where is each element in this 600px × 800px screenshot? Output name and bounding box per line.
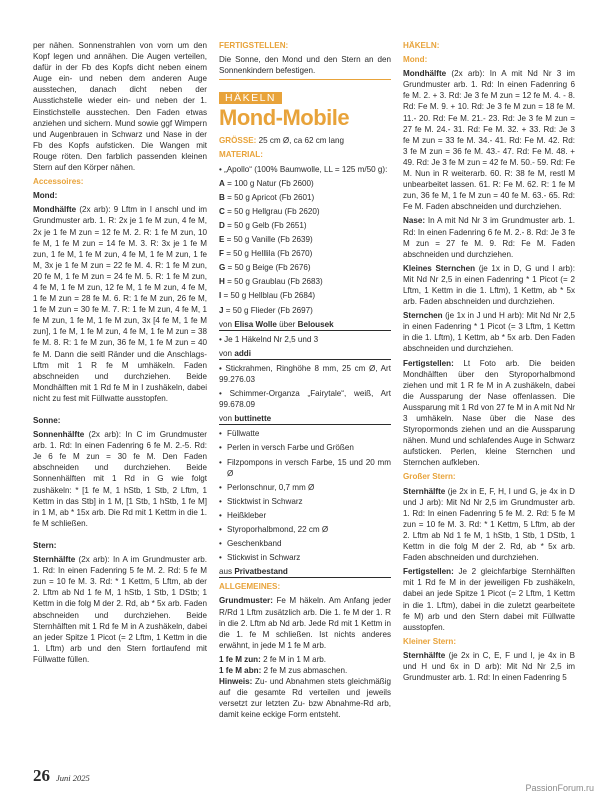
zun-text: 2 fe M in 1 M arb. [260, 654, 327, 664]
groesse-text: 25 cm Ø, ca 62 cm lang [256, 136, 345, 146]
column-left [33, 40, 207, 668]
color-item [219, 178, 391, 189]
haekeln-heading: HÄKELN: [403, 41, 440, 50]
material-bullet: • Stickwist in Schwarz [219, 552, 391, 563]
material-bullet: • Styroporhalbmond, 22 cm Ø [219, 524, 391, 535]
hinweis-paragraph [219, 676, 391, 720]
sternchen-paragraph [403, 310, 575, 354]
kleines-sternchen-text: (je 1x in D, G und I arb): Mit Nd Nr 2,5 in einen Fadenring * 1 Picot (= 2 Lftm, 1 Kettm in die 1. Lftm), 1 Kettm, ab * 5x arb. Faden abschneiden und durchziehen. [403, 263, 575, 307]
fertigstellen-stern-paragraph [403, 566, 575, 633]
color-item [219, 206, 391, 217]
fertigstellen-mond-paragraph [403, 358, 575, 469]
sternhaelfte-label: Sternhälfte [403, 650, 446, 660]
hook-line: • Je 1 Häkelnd Nr 2,5 und 3 [219, 334, 319, 344]
nase-label: Nase: [403, 216, 426, 226]
mondhaelfte-label: Mondhälfte [33, 205, 77, 215]
abn-paragraph [219, 665, 391, 676]
color-item [219, 276, 391, 287]
grosser-stern-heading: Großer Stern: [403, 472, 456, 482]
nase-text: In A mit Nd Nr 3 im Grundmuster arb. 1. Rd: In einen Fadenring 6 fe M. 2.- 8. Rd: Je 3 fe M zun = 27 fe M. 9. Rd: Fe M. Faden abschneiden und durchziehen. [403, 216, 575, 259]
fertigstellen-text: Lt Foto arb. Die beiden Mondhälften über den Styroporhalbmond ziehen und mit 1 R fe M in A zushäkeln, dabei die Aussparung der Nase offenlassen. Die Aussparung mit 1 Rd von 27 fe M in A mit Nd Nr 3 umhäkeln. Nase über die Nase des Styropormonds ziehen und an die Aussparung nähen. Mund und schlafendes Auge in Schwarz aufsticken. Perlen, kleine Sternchen und Sternchen aufkleben. [403, 358, 575, 468]
brand-prefix: von [219, 348, 235, 358]
kleiner-stern-paragraph [403, 650, 575, 683]
page-footer [33, 766, 90, 786]
mond-heading: Mond: [403, 55, 428, 65]
brand-line-4 [219, 566, 391, 578]
color-item [219, 305, 391, 316]
watermark: PassionForum.ru [525, 783, 594, 793]
color-item [219, 192, 391, 203]
mondhaelfte-text: (2x arb): 9 Lftm in I anschl und im Grundmuster arb. 1. R: 2x je 1 fe M zun, 4 fe M, 2x je 1 fe M zun = 12 fe M. 2. R: 1 fe M zun, 10 fe M, 1 fe M zun = 14 fe M. 3. R: 3x je 1 fe M zun, 1 fe M, 1 fe M zun, 4 fe M, 1 fe M zun, 1 fe M, 3x je 1 fe M zun = 22 fe M. 4. R: 1 fe M zun, 20 fe M, 1 fe M zun = 24 fe M. 5. R: 1 fe M zun, 4 fe M, 1 fe M zun, 12 fe M, 1 fe M zun, 4 fe M, 1 fe M zun = 28 fe M. 6. R: 1 fe M zun, 26 fe M, 1 fe M zun = 30 fe M. 7. R: 1 fe M zun, 4 fe M, 1 fe M zun, 1 fe M, 1 fe M zun, 3x [4 fe M, 1 fe M zun], 1 fe M, 1 fe M zun, 4 fe M, 1 fe M zun = 38 fe M. 8. R: 1 fe M zun, 36 fe M, 1 fe M zun = 40 fe M. Dann die seitl Ränder und die Anschlags-Lftm mit 1 R fe M umhäkeln. Faden abschneiden und durchziehen. Beide Mondhälften mit 1 Rd fe M in I zushäkeln, dabei nicht zu fest mit Füllwatte ausstopfen. [33, 205, 207, 403]
grosser-stern-paragraph [403, 486, 575, 564]
kleines-sternchen-paragraph [403, 263, 575, 307]
brand-addi: addi [234, 348, 251, 358]
material-heading: MATERIAL: [219, 150, 263, 160]
color-item [219, 290, 391, 301]
color-item [219, 234, 391, 245]
material-bullet: • Perlonschnur, 0,7 mm Ø [219, 482, 391, 493]
mondhaelfte-text: (2x arb): In A mit Nd Nr 3 im Grundmuster arb. 1. Rd: In einen Fadenring 6 fe M. 2. + 3. Rd: Je 3 fe M zun = 12 fe M. 4. - 8. Rd: Fe M. 9. + 10. Rd: Je 3 fe M zun = 18 fe M. 11.- 20. Rd: Fe M. 21.- 23. Rd: Je 3 fe M zun = 27 fe M. 24.- 31. Rd: Fe M. 32. + 33. Rd: Je 3 fe M zun = 33 fe M. 34.- 41. Rd: Fe M. 42. Rd: 3 fe M zun = 36 fe M. 43.- 47. Rd: Fe M. 48. + 49. Rd: Je 3 fe M zun = 42 fe M. 50.- 59. Rd: Fe M. Nun in R weiterarb. 60. R: 38 fe M, restl M unbearbeitet lassen. 61. R: Fe M. 62. R: 1 fe M zun, 36 fe M, 1 fe M zun = 40 fe M. 63.- 65. Rd: Fe M. Faden abschneiden und durchziehen. [403, 69, 575, 212]
fertigstellen-text: Je 2 gleichfarbige Sternhälften mit 1 Rd fe M in der jeweiligen Fb zushäkeln, dabei an jede Spitze 1 Picot (= 2 Lftm, 1 Kettm in die 1. Lftm), dabei in die zuletzt gearbeitete fe M) arb und den Stern dabei mit Füllwatte ausstopfen. [403, 567, 575, 632]
color-desc: J = 50 g Flieder (Fb 2697) [219, 305, 313, 315]
color-desc: I = 50 g Hellblau (Fb 2684) [219, 291, 316, 301]
brand-prefix: von [219, 319, 235, 329]
sternhaelfte-text: (je 2x in E, F, H, I und G, je 4x in D und J arb): Mit Nd Nr 2,5 im Grundmuster arb. 1. Rd: In einen Fadenring 5 fe M. 2. Rd: 5 fe M zun = 10 fe M. 3. Rd: * 1 Kettm, 5 Lftm, ab der 2. Lftm ab Nd 1 fe M, 1 hStb, 1 Stb, 1 DStb, 1 Kettm in die folg M der 2. Rd, ab * 5x arb. Faden abschneiden und durchziehen. [403, 486, 575, 563]
organza-line: • Schimmer-Organza „Fairytale“, weiß, Art 99.678.09 [219, 389, 391, 410]
sonnenhaelfte-paragraph [33, 429, 207, 529]
color-desc: G = 50 g Beige (Fb 2676) [219, 263, 311, 273]
color-desc: E = 50 g Vanille (Fb 2639) [219, 235, 313, 245]
divider [219, 79, 391, 80]
material-bullet: • Heißkleber [219, 510, 391, 521]
material-bullet: • Perlen in versch Farbe und Größen [219, 442, 391, 453]
groesse-line [219, 135, 391, 146]
material-bullet: • Füllwatte [219, 428, 391, 439]
brand-line-2 [219, 348, 391, 360]
brand-mid: über [276, 319, 298, 329]
brand-line-3 [219, 413, 391, 425]
mondhaelfte-paragraph [403, 68, 575, 212]
color-desc: A = 100 g Natur (Fb 2600) [219, 178, 314, 188]
zun-label: 1 fe M zun: [219, 654, 261, 664]
brand-buttinette: buttinette [234, 414, 272, 424]
hinweis-text: Zu- und Abnahmen stets gleichmäßig auf die gesamte Rd verteilen und jeweils versetzt zur letzten Zu- bzw Abnahme-Rd arb, damit keine eckige Form entsteht. [219, 677, 391, 720]
sonne-heading: Sonne: [33, 416, 61, 425]
color-item [219, 262, 391, 273]
material-bullet: • Geschenkband [219, 538, 391, 549]
brand-line-1 [219, 319, 391, 331]
stern-heading: Stern: [33, 540, 57, 550]
sonnenhaelfte-label: Sonnenhälfte [33, 430, 85, 440]
yarn-intro: • „Apollo“ (100% Baumwolle, LL = 125 m/50 g): [219, 164, 388, 174]
column-middle [219, 40, 391, 724]
sternhaelfte-paragraph [33, 554, 207, 665]
sternhaelfte-label: Sternhälfte [403, 486, 446, 496]
ring-line: • Stickrahmen, Ringhöhe 8 mm, 25 cm Ø, Art 99.276.03 [219, 363, 391, 384]
sternchen-text: (je 1x in J und H arb): Mit Nd Nr 2,5 in einen Fadenring * 1 Picot (= 3 Lftm, 1 Kettm in die 1. Lftm), 1 Kettm, ab * 5x arb. Den Faden abschneiden und durchziehen. [403, 311, 575, 354]
material-bullet: • Filzpompons in versch Farbe, 15 und 20 mm Ø [219, 457, 391, 479]
accessories-heading: Accessoires: [33, 177, 84, 187]
grundmuster-label: Grundmuster: [219, 596, 273, 606]
color-desc: H = 50 g Graublau (Fb 2683) [219, 277, 323, 287]
color-desc: D = 50 g Gelb (Fb 2651) [219, 220, 307, 230]
allgemeines-heading: ALLGEMEINES: [219, 582, 281, 592]
grundmuster-paragraph [219, 595, 391, 650]
issue-label: Juni 2025 [56, 773, 90, 783]
sternchen-label: Sternchen [403, 311, 443, 321]
sternhaelfte-label: Sternhälfte [33, 555, 76, 565]
zun-paragraph [219, 654, 391, 665]
color-item [219, 248, 391, 259]
sternhaelfte-text: (je 2x in C, E, F und I, je 4x in B und H und 6x in D arb): Mit Nd Nr 2,5 im Grundmuster arb. 1. Rd: In einen Fadenring 5 [403, 650, 575, 683]
mondhaelfte-paragraph [33, 204, 207, 404]
brand-elisa-wolle: Elisa Wolle [234, 319, 277, 329]
page-number: 26 [33, 766, 50, 785]
section-banner: HÄKELN [219, 92, 282, 104]
abn-text: 2 fe M zus abmaschen. [261, 666, 348, 676]
color-list [219, 178, 391, 316]
material-bullet: • Sticktwist in Schwarz [219, 496, 391, 507]
color-desc: C = 50 g Hellgrau (Fb 2620) [219, 206, 320, 216]
color-desc: B = 50 g Apricot (Fb 2601) [219, 192, 315, 202]
mond-heading: Mond: [33, 191, 58, 201]
column-right [403, 40, 575, 686]
fertigstellen-heading: FERTIGSTELLEN: [219, 41, 289, 50]
brand-prefix: aus [219, 567, 235, 577]
brand-belousek: Belousek [297, 319, 334, 329]
bullet-list [219, 428, 391, 563]
hinweis-label: Hinweis: [219, 677, 253, 687]
kleiner-stern-heading: Kleiner Stern: [403, 636, 457, 646]
sonnenhaelfte-text: (2x arb): In C im Grundmuster arb. 1. Rd: In einen Fadenring 6 fe M. 2.-5. Rd: Je 6 fe M zun = 30 fe M. Den Faden abschneiden und durchziehen. Beide Sonnenhälften mit 1 Rd in G wie folgt zushäkeln: * [1 fe M, 1 hStb, 1 Stb, 2 Lftm, 1 Kettm in das Stb] in 1 M, [1 Stb, 1 hStb, 1 fe M] in 1 M, ab * 15x arb. Die Rd mit 1 Kettm in die 1. fe M schließen. [33, 430, 207, 528]
brand-prefix: von [219, 414, 235, 424]
grundmuster-text: Fe M häkeln. Am Anfang jeder R/Rd 1 Lftm zusätzlich arb. Die 1. fe M der 1. R in die 2. Lftm ab Nd arb. Jede Rd mit 1 Kettm in die 1. fe M schließen. Ist nichts anderes erwähnt, in jede M 1 fe M arb. [219, 596, 391, 650]
intro-paragraph: per nähen. Sonnenstrahlen von vorn um den Kopf legen und annähen. Die Augen verteilen, dafür in der Fb des Kopfs dicht neben einem Auge ein- und neben dem anderen Auge ausstechen, danach dicht neben der Ausstichstelle wieder ein- und neben der 1. Einstichstelle ausstechen. Den Faden etwas anziehen und sichern. Mund sowie ggf Wimpern und Augenbrauen in Schwarz und Nase in der Fb des Kopfs aufsticken. Die Wangen mit Rouge röten. Den farblich passenden kleinen Stern auf den Körper nähen. [33, 41, 207, 173]
fertigstellen-text: Die Sonne, den Mond und den Stern an den Sonnenkindern befestigen. [219, 55, 391, 76]
sternhaelfte-text: (2x arb): In A im Grundmuster arb. 1. Rd: In einen Fadenring 5 fe M. 2. Rd: 5 fe M zun = 10 fe M. 3. Rd: * 1 Kettm, 5 Lftm, ab der 2. Lftm ab Nd 1 fe M, 1 hStb, 1 Stb, 1 DStb; 1 Kettm in die folg M der 2. Rd, ab * 5x arb. Faden abschneiden und durchziehen. Beide Sternhälften mit 1 Rd fe M in A zushäkeln, dabei an jeder Spitze 1 Picot (= 2 Lftm, 1 Kettm in die 1. Lftm) arb und den Stern fortlaufend mit Füllwatte füllen. [33, 555, 207, 664]
mondhaelfte-label: Mondhälfte [403, 69, 447, 79]
fertigstellen-label: Fertigstellen: [403, 567, 454, 577]
page-title: Mond-Mobile [219, 105, 350, 131]
abn-label: 1 fe M abn: [219, 666, 262, 676]
color-item [219, 220, 391, 231]
groesse-label: GRÖSSE: [219, 136, 257, 146]
fertigstellen-label: Fertigstellen: [403, 358, 454, 368]
color-desc: F = 50 g Helllila (Fb 2670) [219, 249, 313, 259]
kleines-sternchen-label: Kleines Sternchen [403, 263, 476, 273]
brand-privatbestand: Privatbestand [234, 567, 288, 577]
nase-paragraph [403, 215, 575, 259]
